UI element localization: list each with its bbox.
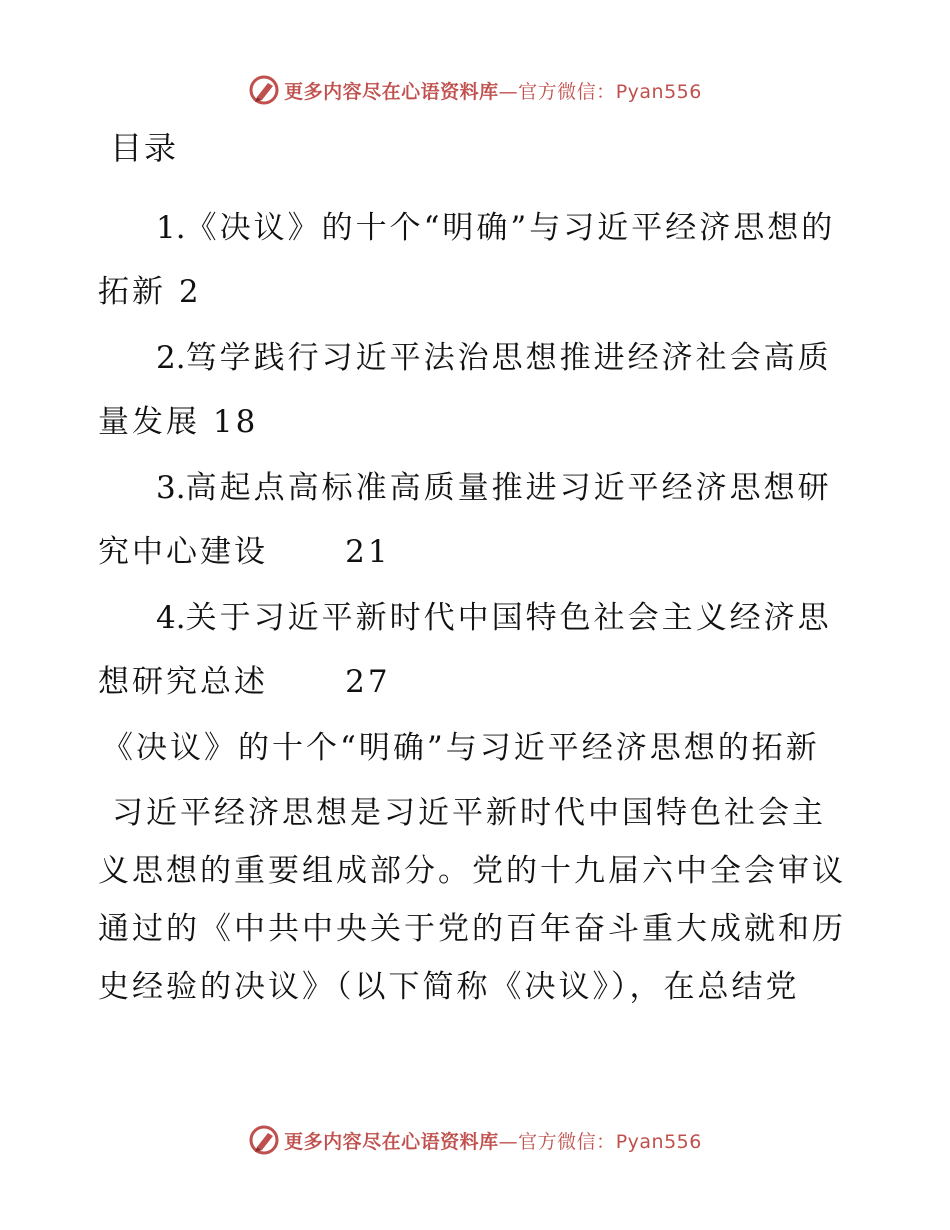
- toc-item-text: 高起点高标准高质量推进习近平经济思想研究中心建设: [98, 470, 832, 570]
- toc-title: 目录: [110, 129, 179, 167]
- banner-main-text: 更多内容尽在心语资料库: [284, 1130, 499, 1153]
- banner-dash: —: [498, 1130, 519, 1153]
- toc-item-text: 笃学践行习近平法治思想推进经济社会高质量发展: [98, 340, 832, 440]
- toc-item-2[interactable]: [98, 326, 858, 454]
- banner-wechat-label: 官方微信：: [518, 80, 616, 103]
- footer-banner: [0, 1120, 950, 1160]
- toc-item-number: 2.: [156, 340, 186, 376]
- toc-item-page: 18: [212, 404, 259, 440]
- banner-dash: —: [498, 80, 519, 103]
- pen-nib-logo-icon: [248, 74, 280, 106]
- toc-item-gap: [166, 274, 179, 310]
- toc-item-1[interactable]: [98, 196, 858, 324]
- header-banner: [0, 70, 950, 110]
- banner-text: [284, 77, 702, 104]
- toc-item-text: 关于习近平新时代中国特色社会主义经济思想研究总述: [98, 600, 832, 700]
- toc-item-page: 21: [345, 534, 391, 570]
- toc-item-number: 1.: [156, 210, 186, 246]
- pen-nib-logo-icon: [248, 1124, 280, 1156]
- banner-wechat-label: 官方微信：: [518, 1130, 616, 1153]
- toc-item-page: 2: [178, 274, 202, 310]
- main-content: [98, 120, 858, 1016]
- banner-wechat-id: Pyan556: [615, 1130, 702, 1153]
- toc-item-text: 《决议》的十个“明确”与习近平经济思想的拓新: [98, 210, 836, 310]
- toc-item-page: 27: [345, 664, 391, 700]
- banner-text: [284, 1127, 702, 1154]
- toc-item-4[interactable]: [98, 586, 858, 714]
- toc-item-gap: [268, 664, 345, 700]
- body-paragraph: 习近平经济思想是习近平新时代中国特色社会主义思想的重要组成部分。党的十九届六中全会审议通过的《中共中央关于党的百年奋斗重大成就和历史经验的决议》（以下简称《决议》），在总结党: [98, 795, 846, 1005]
- toc-item-gap: [268, 534, 345, 570]
- toc-item-number: 4.: [156, 600, 186, 636]
- banner-main-text: 更多内容尽在心语资料库: [284, 80, 499, 103]
- section-heading: 《决议》的十个“明确”与习近平经济思想的拓新: [102, 730, 820, 766]
- toc-item-gap: [200, 404, 213, 440]
- toc-item-3[interactable]: [98, 456, 858, 584]
- toc-item-number: 3.: [156, 470, 186, 506]
- banner-wechat-id: Pyan556: [615, 80, 702, 103]
